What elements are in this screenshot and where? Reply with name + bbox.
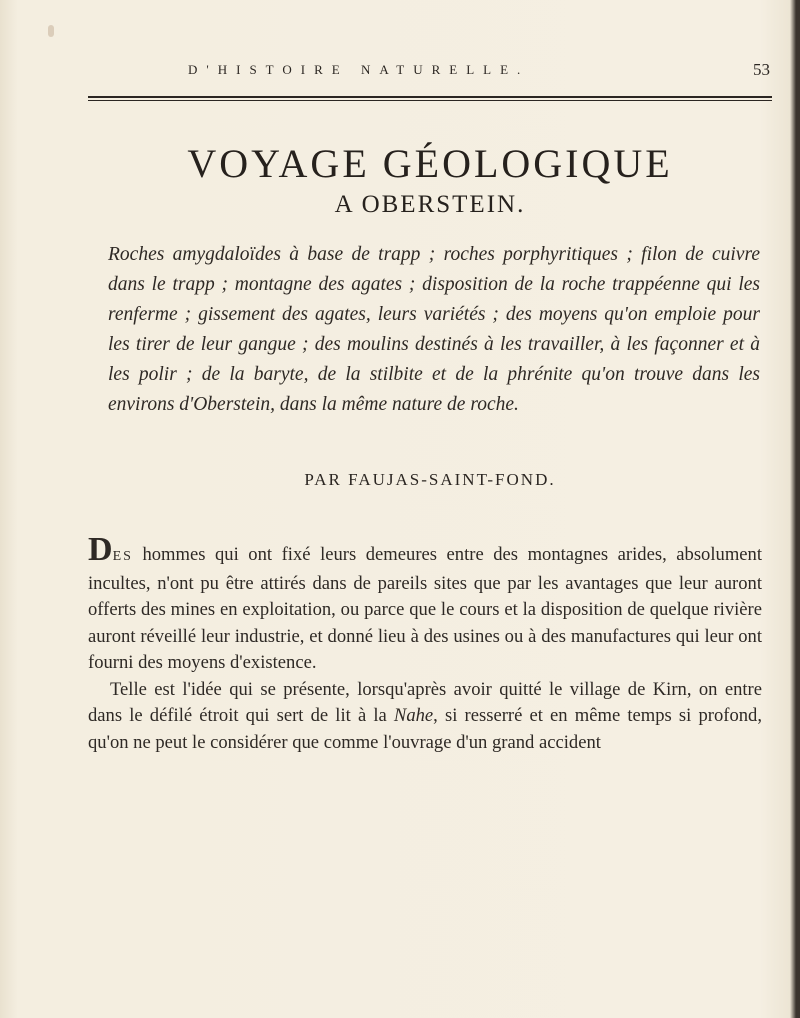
paragraph	[88, 531, 762, 677]
header-rule-thick	[88, 96, 772, 98]
chapter-summary: Roches amygdaloïdes à base de trapp ; roches porphyritiques ; filon de cuivre dans le trapp ; montagne des agates ; disposition de la roche trappéenne qui les renferme ; gissement des agates, leurs variétés ; des moyens qu'on emploie pour les tirer de leur gangue ; des moulins destinés à les travailler, à les façonner et à les polir ; de la baryte, de la stilbite et de la phrénite qu'on trouve dans les environs d'Oberstein, dans la même nature de roche.	[108, 244, 760, 415]
header-rule-thin	[88, 100, 772, 101]
paragraph-text: hommes qui ont fixé leurs demeures entre des montagnes arides, absolument incultes, n'ont pu être attirés dans de pareils sites que par les avantages que leur auront offerts des mines en exploitation, ou parce que le cours et la disposition de quelque rivière auront réveillé leur industrie, et donné lieu à des usines ou à des manufactures qui leur ont fourni des moyens d'existence.	[88, 544, 762, 673]
author-byline: PAR FAUJAS-SAINT-FOND.	[304, 470, 556, 489]
paragraph	[88, 677, 762, 757]
article-title: VOYAGE GÉOLOGIQUE	[187, 141, 673, 186]
paragraph-text: , si resserré et en même temps si profond, qu'on ne peut le considérer que comme l'ouvrage d'un grand accident	[88, 705, 762, 753]
paragraph-text: Telle est l'idée qui se présente, lorsqu'après avoir quitté le village de Kirn, on entre dans le défilé étroit qui sert de lit à la	[88, 678, 762, 726]
ink-stain	[48, 25, 54, 37]
drop-cap: D	[88, 531, 113, 568]
article-subtitle: A OBERSTEIN.	[334, 191, 526, 218]
running-title: D'HISTOIRE NATURELLE.	[188, 62, 530, 77]
page-number: 53	[753, 60, 770, 79]
small-caps: ES	[112, 549, 133, 564]
body-text	[88, 531, 762, 756]
page-header	[80, 60, 770, 82]
river-name: Nahe	[393, 705, 434, 726]
